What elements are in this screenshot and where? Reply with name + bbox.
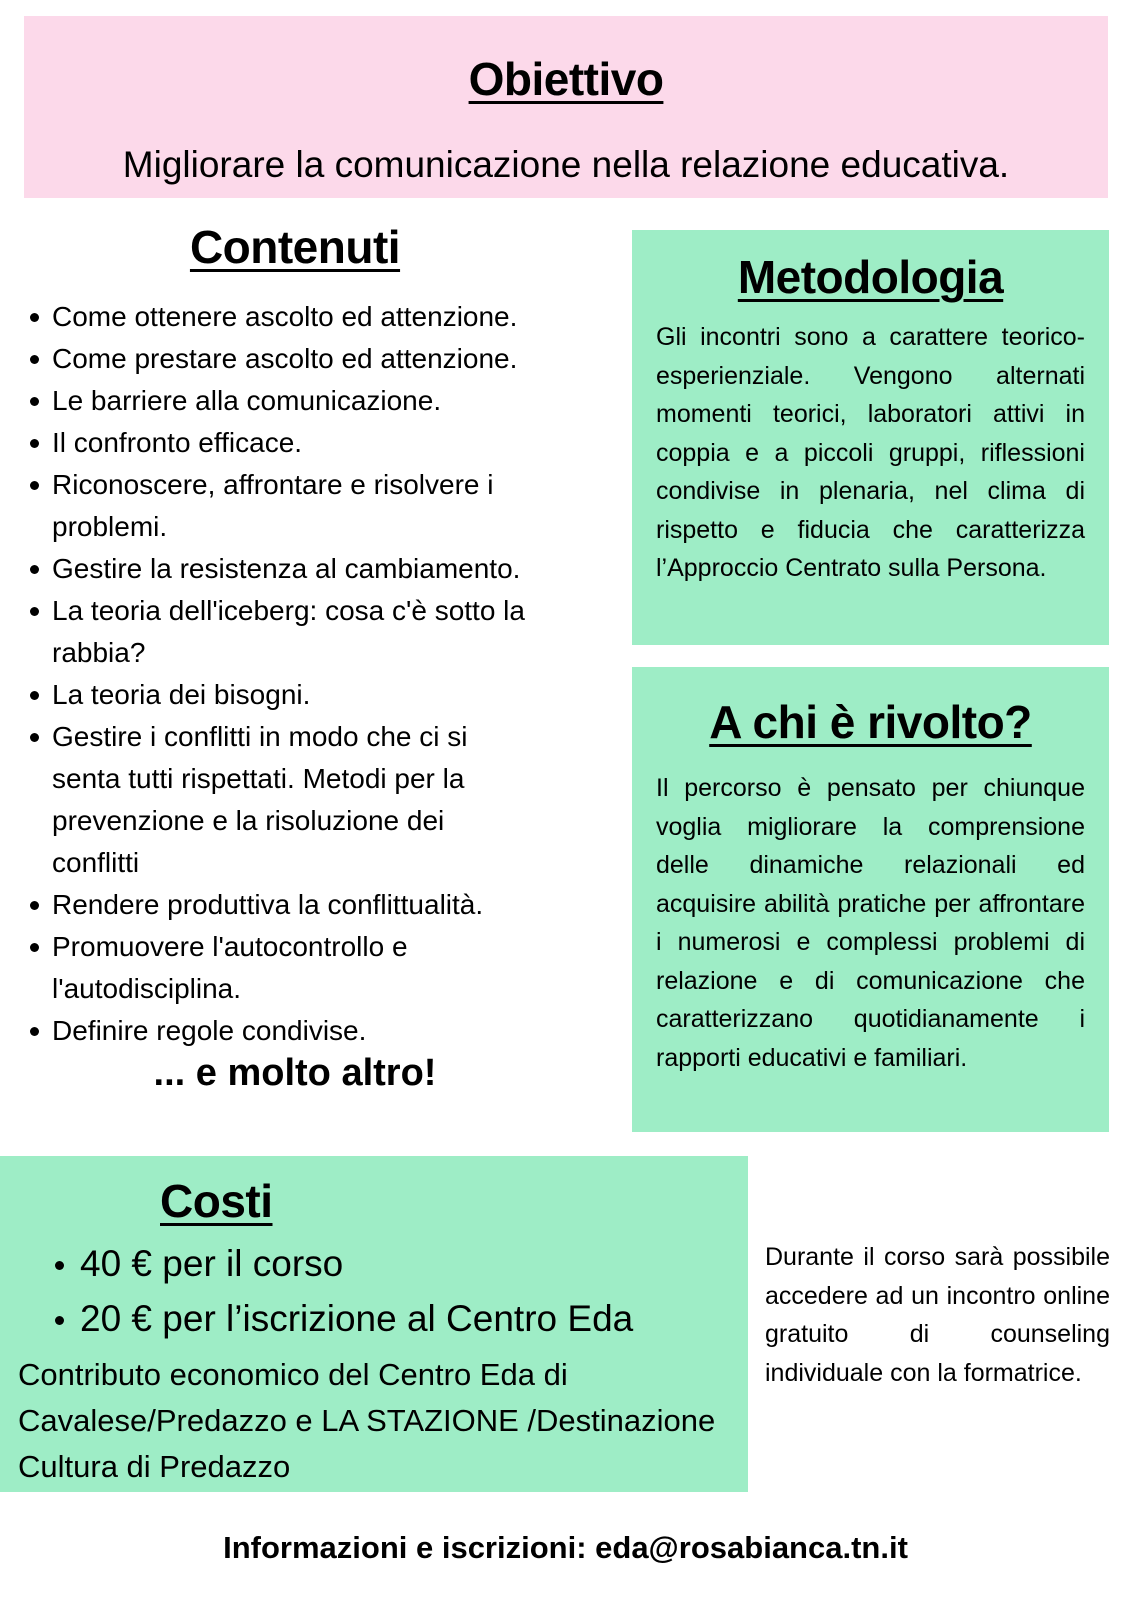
list-item: Gestire la resistenza al cambiamento. [52,548,590,590]
cost-item: 20 € per l’iscrizione al Centro Eda [80,1291,633,1346]
list-item: Le barriere alla comunicazione. [52,380,590,422]
obiettivo-section [24,16,1108,198]
costi-title: Costi [160,1175,273,1227]
metodologia-title: Metodologia [737,251,1004,303]
metodologia-text: Gli incontri sono a carattere teorico-esperienziale. Vengono alternati momenti teorici, laboratori attivi in coppia e a piccoli gruppi, riflessioni condivise in plenaria, nel clima di rispetto e fiducia che caratterizza l’Approccio Centrato sulla Persona. [656,323,1085,582]
target-audience-section [632,667,1109,1132]
target-audience-title: A chi è rivolto? [709,696,1032,748]
list-item: Definire regole condivise. [52,1010,590,1052]
list-item: Come prestare ascolto ed attenzione. [52,338,590,380]
list-item: Promuovere l'autocontrollo e l'autodisciplina. [52,926,452,1010]
contenuti-section [0,220,590,1052]
list-item: Gestire i conflitti in modo che ci si senta tutti rispettati. Metodi per la prevenzione e la risoluzione dei conflitti [52,716,512,884]
contact-info[interactable]: Informazioni e iscrizioni: eda@rosabianca.tn.it [223,1530,908,1565]
contenuti-title: Contenuti [189,221,401,273]
costi-section [0,1156,748,1492]
obiettivo-text: Migliorare la comunicazione nella relazione educativa. [122,144,1010,185]
list-item: Rendere produttiva la conflittualità. [52,884,590,926]
obiettivo-title: Obiettivo [468,53,664,105]
list-item: Il confronto efficace. [52,422,590,464]
counseling-note: Durante il corso sarà possibile accedere ad un incontro online gratuito di counseling individuale con la formatrice. [765,1243,1110,1387]
list-item: Riconoscere, affrontare e risolvere i problemi. [52,464,522,548]
target-audience-text: Il percorso è pensato per chiunque voglia migliorare la comprensione delle dinamiche relazionali ed acquisire abilità pratiche per affrontare i numerosi e complessi problemi di relazione e di comunicazione che caratterizzano quotidianamente i rapporti educativi e familiari. [656,774,1085,1072]
metodologia-section [632,230,1109,645]
list-item: Come ottenere ascolto ed attenzione. [52,296,590,338]
cost-item: 40 € per il corso [80,1236,633,1291]
costi-note: Contributo economico del Centro Eda di Cavalese/Predazzo e LA STAZIONE /Destinazione Cultura di Predazzo [18,1357,716,1484]
costi-list [80,1236,633,1346]
contenuti-list [0,296,590,1052]
list-item: La teoria dei bisogni. [52,674,590,716]
more-text: ... e molto altro! [153,1052,437,1094]
list-item: La teoria dell'iceberg: cosa c'è sotto la rabbia? [52,590,562,674]
